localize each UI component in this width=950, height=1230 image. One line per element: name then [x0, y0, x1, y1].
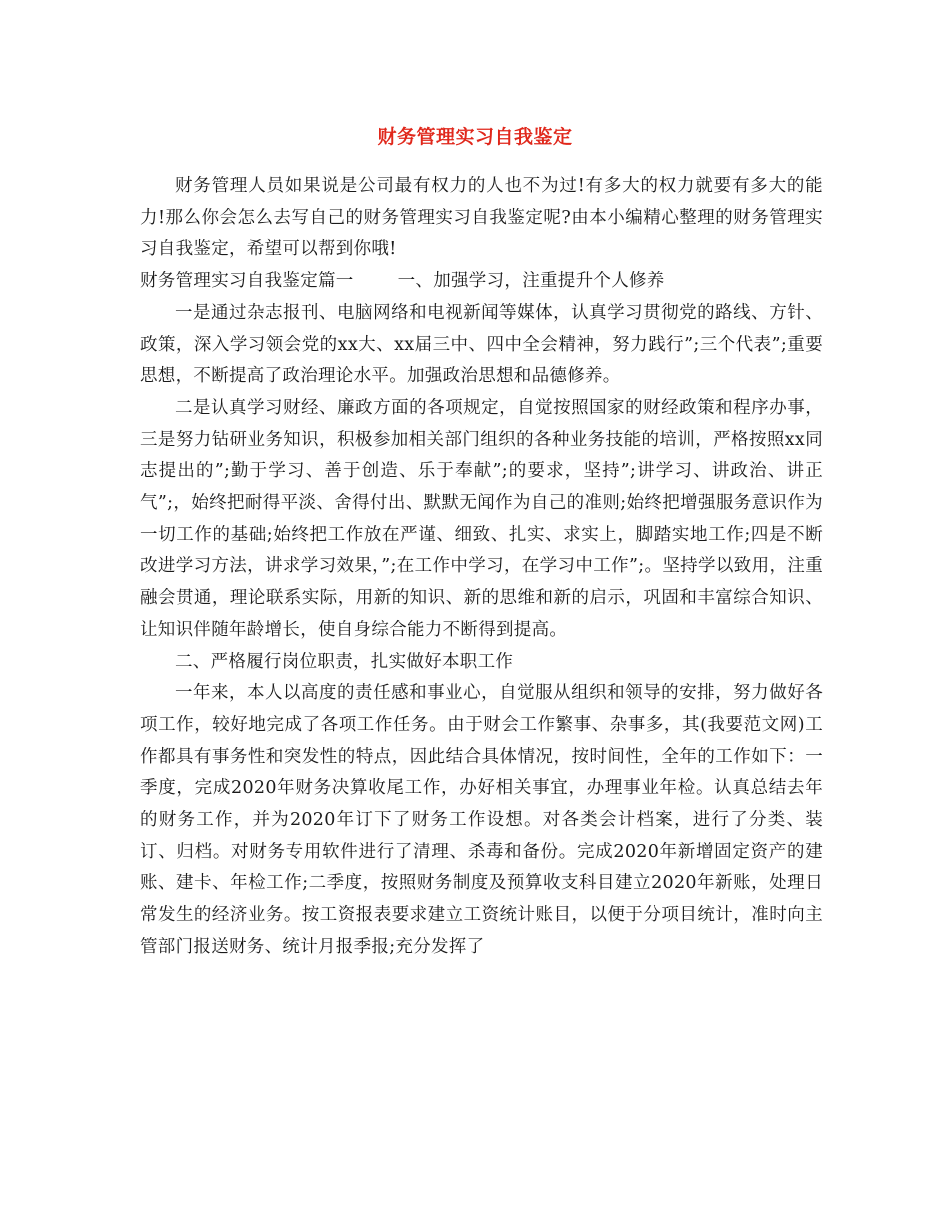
paragraph-2: 二是认真学习财经、廉政方面的各项规定，自觉按照国家的财经政策和程序办事，三是努力钻研业务知识，积极参加相关部门组织的各种业务技能的培训，严格按照xx同志提出的”;勤于学习、善于创造、乐于奉献”;的要求，坚持”;讲学习、讲政治、讲正气”;，始终把耐得平淡、舍得付出、默默无闻作为自己的准则;始终把增强服务意识作为一切工作的基础;始终把工作放在严谨、细致、扎实、求实上，脚踏实地工作;四是不断改进学习方法，讲求学习效果，”;在工作中学习，在学习中工作”;。坚持学以致用，注重融会贯通，理论联系实际，用新的知识、新的思维和新的启示，巩固和丰富综合知识、让知识伴随年龄增长，使自身综合能力不断得到提高。: [140, 397, 823, 640]
document-body: [140, 171, 823, 964]
section-line: [140, 266, 823, 298]
document-title: 财务管理实习自我鉴定: [377, 126, 573, 148]
section-heading-1: 一、加强学习，注重提升个人修养: [397, 271, 665, 292]
paragraph-3: 一年来，本人以高度的责任感和事业心，自觉服从组织和领导的安排，努力做好各项工作，较好地完成了各项工作任务。由于财会工作繁事、杂事多，其(我要范文网)工作都具有事务性和突发性的特点，因此结合具体情况，按时间性，全年的工作如下：一季度，完成2020年财务决算收尾工作，办好相关事宜，办理事业年检。认真总结去年的财务工作，并为2020年订下了财务工作设想。对各类会计档案，进行了分类、装订、归档。对财务专用软件进行了清理、杀毒和备份。完成2020年新增固定资产的建账、建卡、年检工作;二季度，按照财务制度及预算收支科目建立2020年新账，处理日常发生的经济业务。按工资报表要求建立工资统计账目，以便于分项目统计，准时向主管部门报送财务、统计月报季报;充分发挥了: [140, 683, 823, 957]
section-heading-2: 二、严格履行岗位职责，扎实做好本职工作: [175, 651, 514, 672]
paragraph-1: 一是通过杂志报刊、电脑网络和电视新闻等媒体，认真学习贯彻党的路线、方针、政策，深入学习领会党的xx大、xx届三中、四中全会精神，努力践行”;三个代表”;重要思想，不断提高了政治理论水平。加强政治思想和品德修养。: [140, 302, 823, 387]
section-label: 财务管理实习自我鉴定篇一: [140, 271, 354, 292]
intro-paragraph: 财务管理人员如果说是公司最有权力的人也不为过!有多大的权力就要有多大的能力!那么你会怎么去写自己的财务管理实习自我鉴定呢?由本小编精心整理的财务管理实习自我鉴定，希望可以帮到你哦!: [140, 176, 823, 260]
